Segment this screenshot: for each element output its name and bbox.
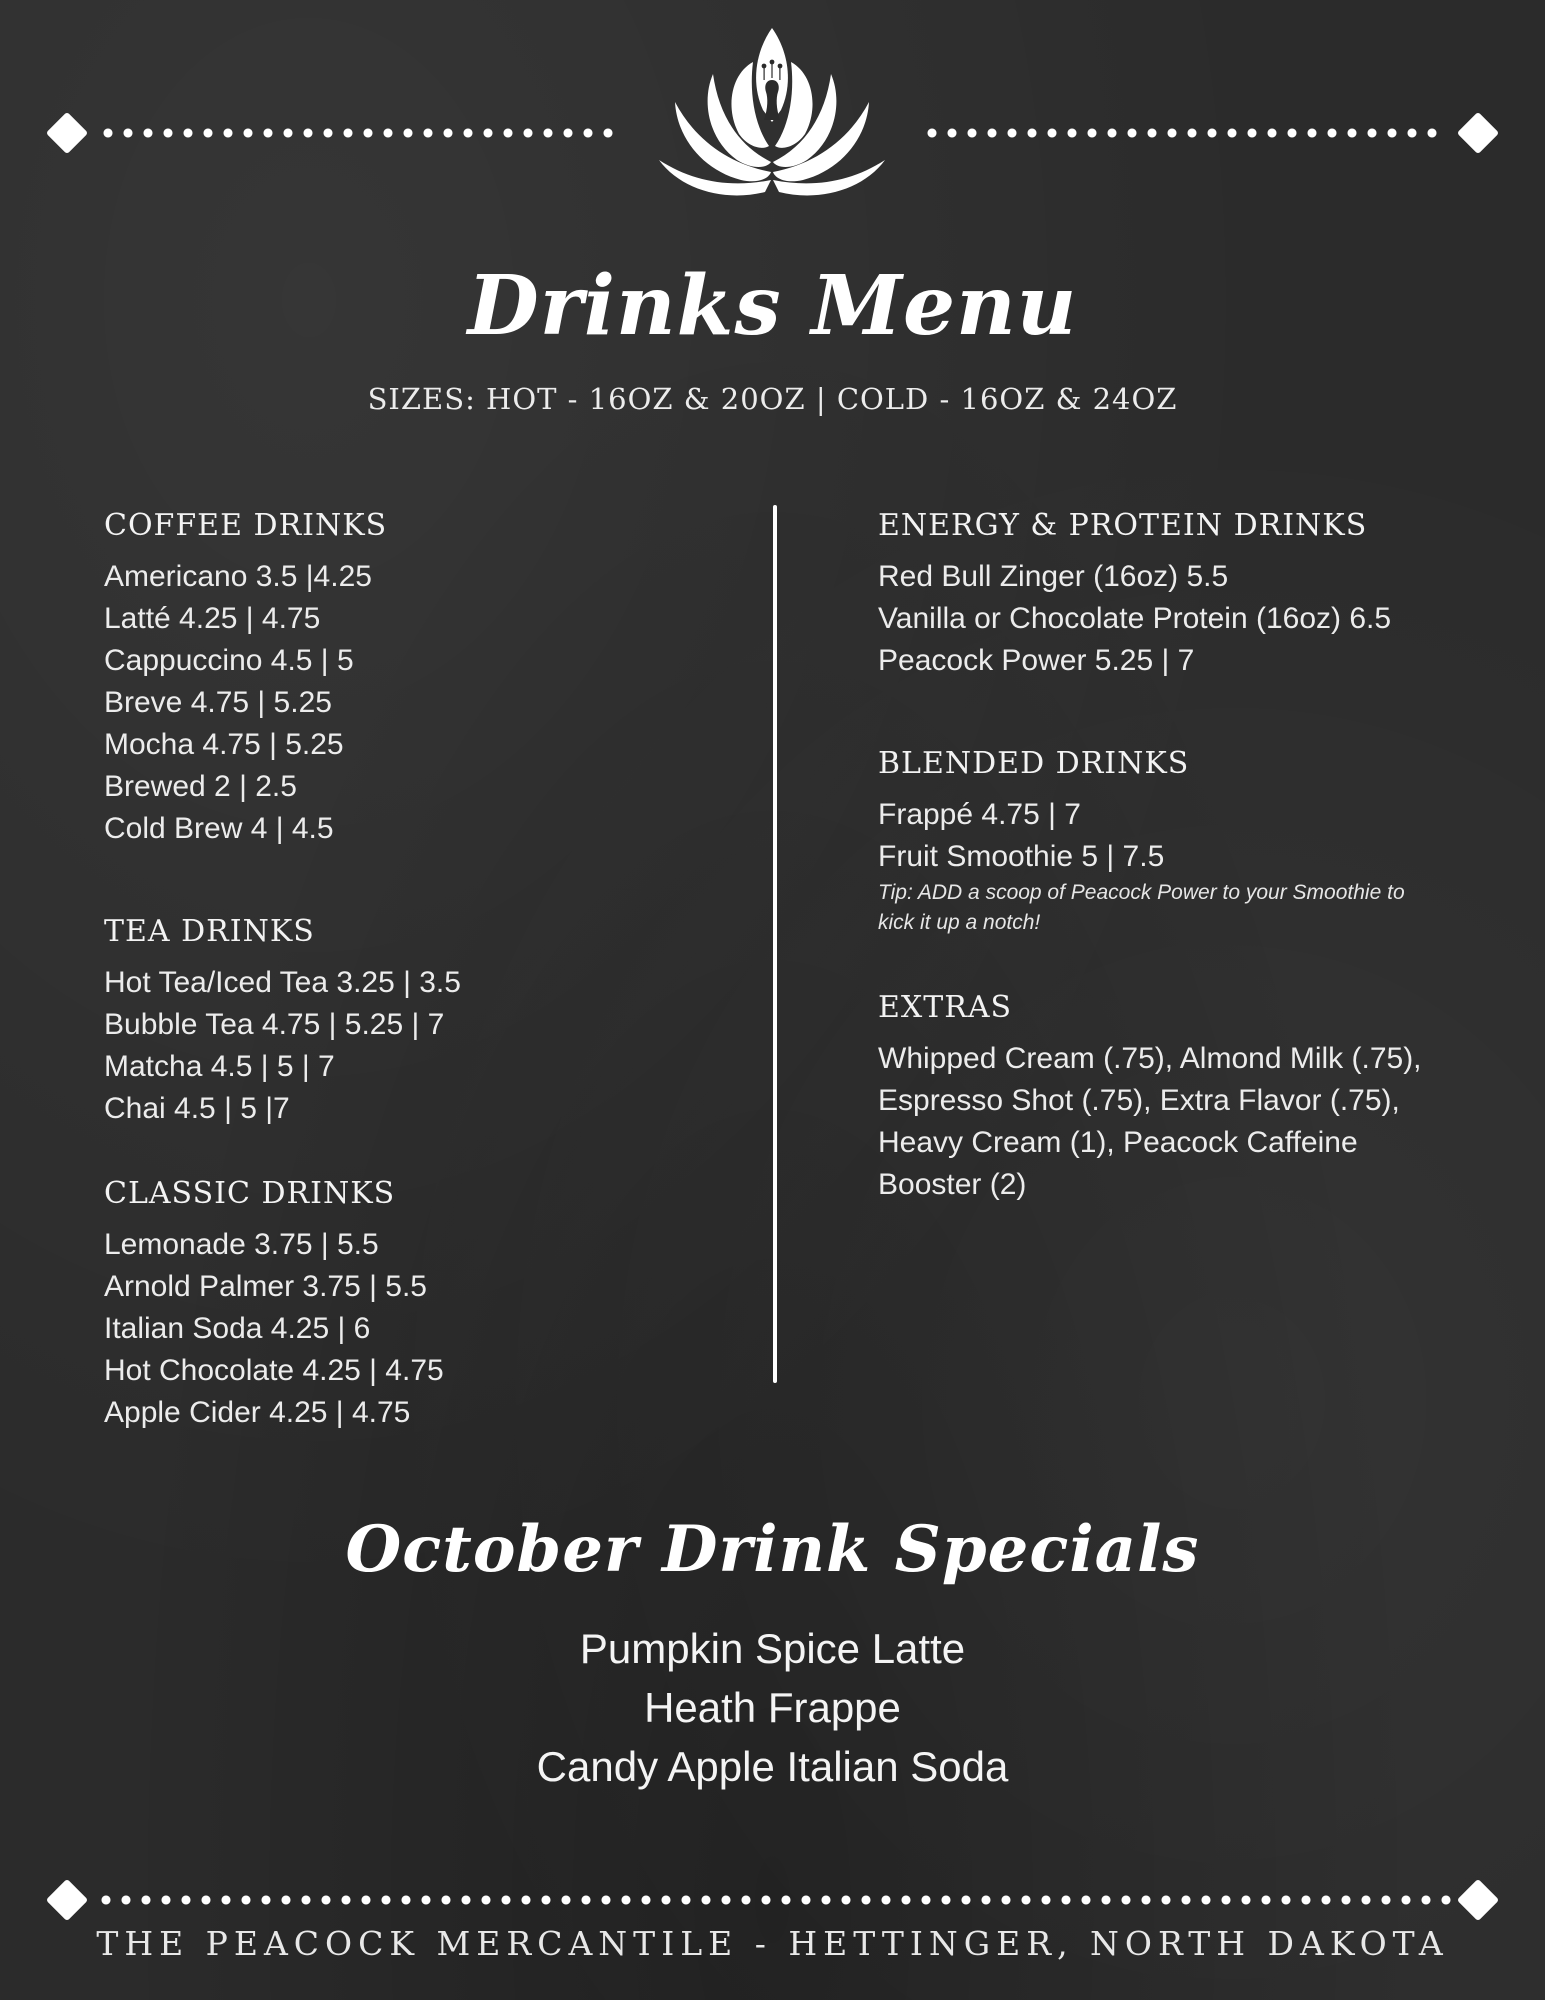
menu-item: Hot Tea/Iced Tea 3.25 | 3.5 [104,966,461,999]
dotted-line [922,128,1442,138]
section-title: EXTRAS [878,990,1013,1025]
menu-item: Cappuccino 4.5 | 5 [104,644,354,677]
menu-item: Fruit Smoothie 5 | 7.5 [878,840,1165,873]
right-column [878,504,1438,1206]
smoothie-tip: Tip: ADD a scoop of Peacock Power to your Smoothie to kick it up a notch! [878,881,1405,934]
menu-item: Hot Chocolate 4.25 | 4.75 [104,1354,444,1387]
diamond-icon [1457,112,1499,154]
menu-item: Arnold Palmer 3.75 | 5.5 [104,1270,427,1303]
menu-item: Cold Brew 4 | 4.5 [104,812,334,845]
peacock-lotus-logo-icon [655,22,889,202]
menu-item: Peacock Power 5.25 | 7 [878,644,1195,677]
dotted-line [98,128,618,138]
menu-item: Lemonade 3.75 | 5.5 [104,1228,379,1261]
page-title: Drinks Menu [467,258,1078,354]
special-item: Candy Apple Italian Soda [536,1743,1009,1790]
menu-item: Latté 4.25 | 4.75 [104,602,321,635]
special-item: Pumpkin Spice Latte [579,1625,966,1672]
section-title: CLASSIC DRINKS [104,1176,396,1211]
menu-item: Apple Cider 4.25 | 4.75 [104,1396,411,1429]
menu-item: Breve 4.75 | 5.25 [104,686,332,719]
diamond-icon [1457,1879,1499,1921]
column-divider [773,505,777,1383]
menu-item: Bubble Tea 4.75 | 5.25 | 7 [104,1008,445,1041]
extras-text: Whipped Cream (.75), Almond Milk (.75), Espresso Shot (.75), Extra Flavor (.75), Heavy Cream (1), Peacock Caffeine Booster (2) [878,1042,1422,1201]
energy-section [878,504,1438,682]
diamond-icon [46,1879,88,1921]
section-title: TEA DRINKS [104,914,315,949]
menu-item: Chai 4.5 | 5 |7 [104,1092,290,1125]
extras-section [878,986,1438,1206]
sizes-subtitle: SIZES: HOT - 16OZ & 20OZ | COLD - 16OZ & 24OZ [367,382,1178,416]
special-item: Heath Frappe [644,1684,901,1731]
section-title: COFFEE DRINKS [104,508,388,543]
specials-title: October Drink Specials [345,1512,1200,1587]
section-title: ENERGY & PROTEIN DRINKS [878,508,1368,543]
menu-item: Red Bull Zinger (16oz) 5.5 [878,560,1229,593]
menu-item: Frappé 4.75 | 7 [878,798,1081,831]
footer-text: THE PEACOCK MERCANTILE - HETTINGER, NORTH DAKOTA [96,1924,1449,1963]
dotted-line [96,1895,1452,1905]
menu-item: Vanilla or Chocolate Protein (16oz) 6.5 [878,602,1392,635]
menu-item: Americano 3.5 |4.25 [104,560,372,593]
tea-section [104,910,461,1130]
menu-item: Italian Soda 4.25 | 6 [104,1312,371,1345]
blended-section [878,742,1438,938]
menu-item: Matcha 4.5 | 5 | 7 [104,1050,335,1083]
left-column [104,504,461,1434]
classic-section [104,1172,461,1434]
diamond-icon [46,112,88,154]
menu-item: Mocha 4.75 | 5.25 [104,728,344,761]
coffee-section [104,504,461,850]
bottom-divider [0,1875,1545,1925]
menu-item: Brewed 2 | 2.5 [104,770,297,803]
section-title: BLENDED DRINKS [878,746,1190,781]
